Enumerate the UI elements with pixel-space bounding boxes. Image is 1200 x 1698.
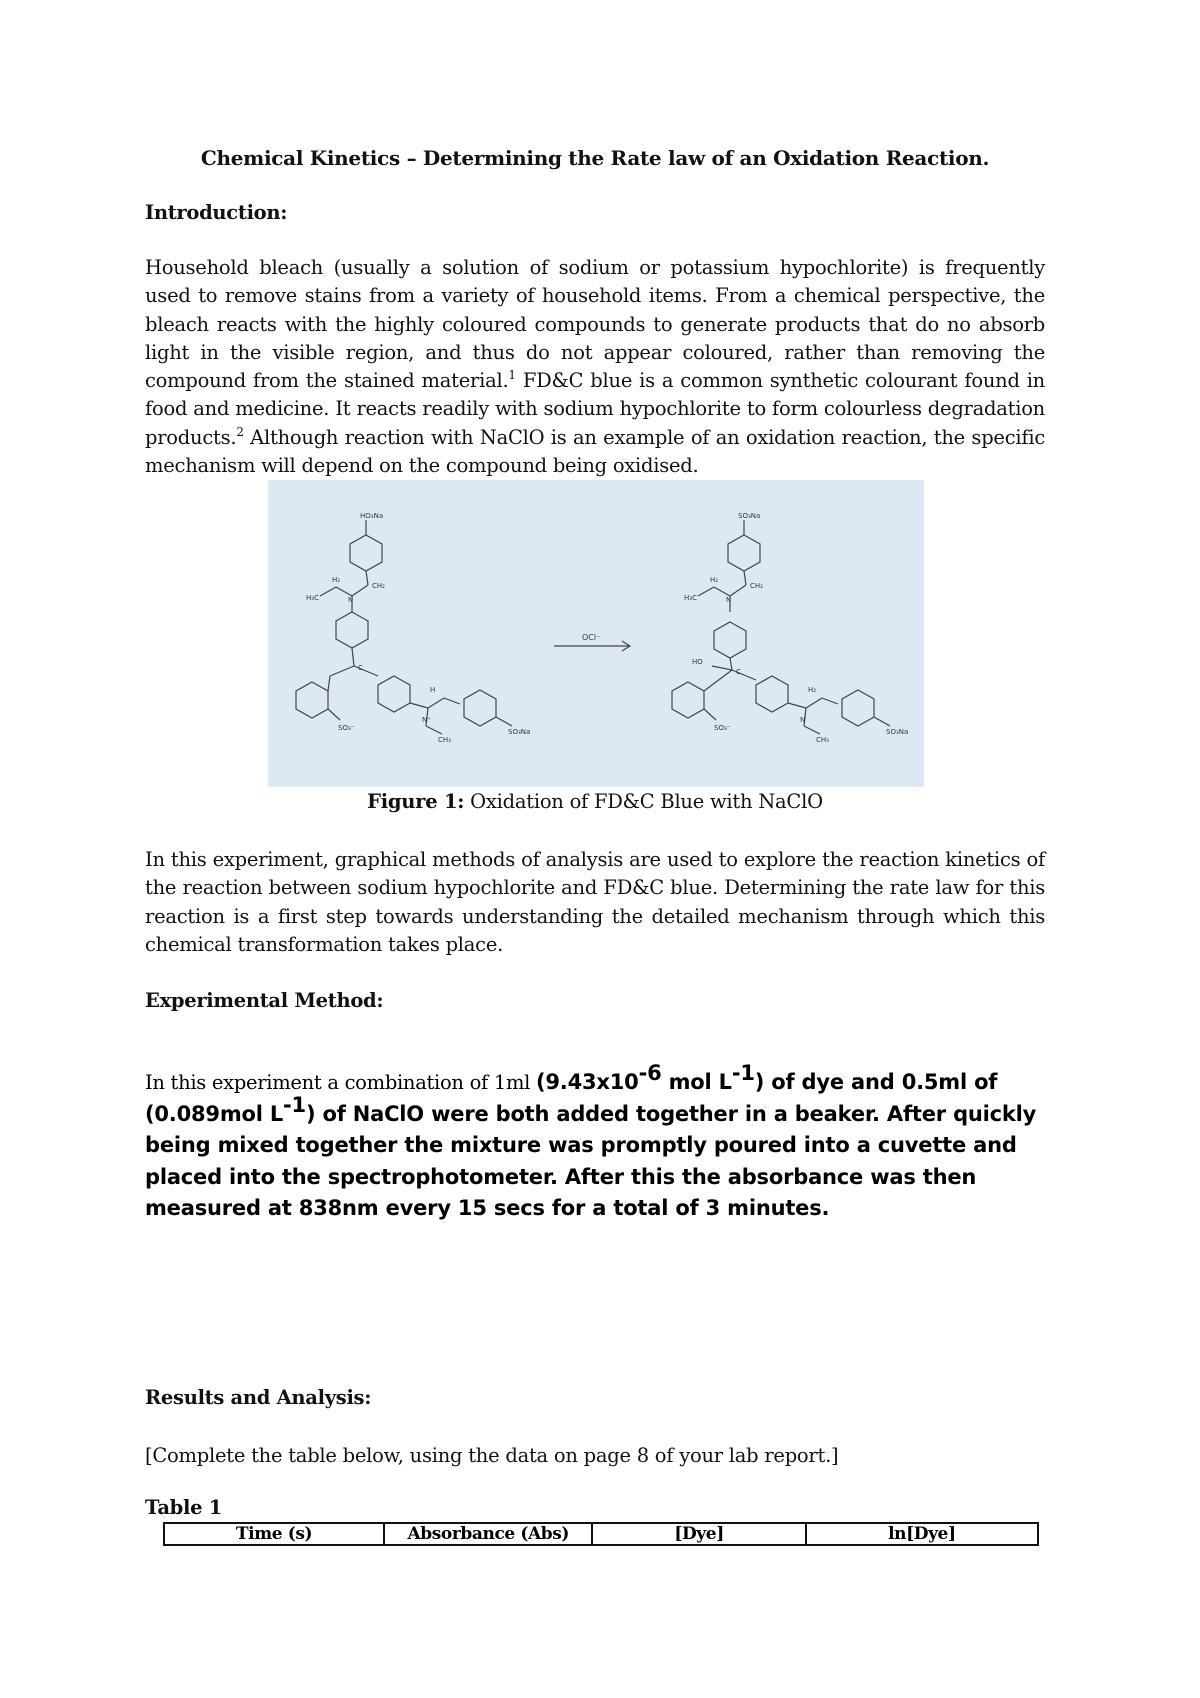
right-label-ch2: CH₂	[750, 582, 763, 590]
right-label-so3na: SO₃Na	[886, 728, 909, 736]
right-middle-benzene-ring	[714, 622, 746, 658]
reagent-label: OCl⁻	[582, 633, 601, 642]
left-label-ch3: CH₃	[438, 736, 451, 744]
left-label-so3: SO₃⁻	[338, 724, 355, 732]
right-label-top: SO₃Na	[738, 512, 761, 520]
right-label-n: N	[726, 596, 732, 604]
left-right-benzene-ring	[378, 676, 410, 712]
figure-caption-text: Oxidation of FD&C Blue with NaClO	[464, 790, 823, 813]
column-header-time: Time (s)	[164, 1523, 384, 1545]
reference-2: 2	[236, 424, 244, 439]
table-label: Table 1	[145, 1496, 222, 1519]
left-label-h2: H₂	[332, 576, 341, 584]
left-label-c: C	[358, 664, 363, 672]
reaction-scheme-drawing	[268, 480, 924, 787]
document-title: Chemical Kinetics – Determining the Rate law of an Oxidation Reaction.	[200, 146, 990, 170]
method-heading: Experimental Method:	[145, 989, 384, 1012]
results-table	[163, 1522, 1039, 1546]
method-sup-2: -1	[731, 1061, 755, 1085]
column-header-dye: [Dye]	[592, 1523, 805, 1545]
right-top-benzene-ring	[728, 535, 760, 571]
method-text-3: mol L	[661, 1070, 732, 1094]
left-label-nplus: N⁺	[422, 716, 431, 724]
left-top-benzene-ring	[350, 535, 382, 571]
left-label-h: H	[430, 686, 436, 694]
right-label-h2b: H₂	[808, 686, 817, 694]
left-label-h3c: H₃C	[306, 594, 319, 602]
left-bottom-benzene-ring	[296, 682, 328, 718]
right-bottom-benzene-ring	[672, 682, 704, 718]
method-paragraph	[145, 1061, 1055, 1226]
method-text-5: ) of NaClO were both added together in a beaker. After quickly being mixed together the mixture was promptly poured into a cuvette and placed into the spectrophotometer. After this the absorbance was then measured at 838nm every 15 secs for a total of 3 minutes.	[145, 1101, 1037, 1220]
right-label-n2: N	[800, 716, 806, 724]
method-text-2: (9.43x10	[535, 1070, 639, 1094]
results-heading: Results and Analysis:	[145, 1386, 372, 1409]
column-header-absorbance: Absorbance (Abs)	[384, 1523, 592, 1545]
table-header-row	[164, 1523, 1038, 1545]
intro-text-part-1: Household bleach (usually a solution of sodium or potassium hypochlorite) is frequently used to remove stains from a variety of household items. From a chemical perspective, the bleach reacts with the highly coloured compounds to generate products that do no absorb light in the visible region, and thus do not appear coloured, rather than removing the compound from the stained material.	[145, 256, 1045, 393]
results-instruction: [Complete the table below, using the data on page 8 of your lab report.]	[145, 1444, 839, 1467]
method-text-4: ) of dye and 0.5ml of (0.089mol L	[145, 1070, 998, 1126]
reaction-figure	[268, 480, 924, 787]
left-label-ch2: CH₂	[372, 582, 385, 590]
intro-text-part-2: FD&C blue is a common synthetic colourant found in food and medicine. It reacts readily with sodium hypochlorite to form colourless degradation products.	[145, 369, 1045, 449]
right-far-right-benzene-ring	[842, 690, 874, 726]
column-header-ln-dye: ln[Dye]	[806, 1523, 1038, 1545]
left-middle-benzene-ring	[336, 612, 368, 648]
right-right-benzene-ring	[756, 676, 788, 712]
right-label-ch3: CH₃	[816, 736, 829, 744]
intro-text-part-3: Although reaction with NaClO is an example of an oxidation reaction, the specific mechanism will depend on the compound being oxidised.	[145, 425, 1045, 478]
left-label-n: N	[348, 596, 354, 604]
right-label-so3: SO₃⁻	[714, 724, 731, 732]
right-label-h3c: H₃C	[684, 594, 697, 602]
method-text-1: In this experiment a combination of 1ml	[145, 1071, 536, 1094]
left-label-top: HO₃Na	[360, 512, 384, 520]
method-sup-1: -6	[638, 1061, 662, 1085]
right-label-c: C	[736, 668, 741, 676]
method-sup-3: -1	[283, 1092, 306, 1117]
intro-second-paragraph: In this experiment, graphical methods of analysis are used to explore the reaction kinetics of the reaction between sodium hypochlorite and FD&C blue. Determining the rate law for this reaction is a first step towards understanding the detailed mechanism through which this chemical transformation takes place.	[145, 848, 1045, 956]
reference-1: 1	[508, 368, 516, 383]
right-label-h2: H₂	[710, 576, 719, 584]
introduction-paragraph	[145, 254, 1045, 480]
left-label-so3na: SO₃Na	[508, 728, 531, 736]
introduction-heading: Introduction:	[145, 201, 288, 224]
figure-caption-label: Figure 1:	[367, 790, 465, 813]
left-far-right-benzene-ring	[464, 690, 496, 726]
figure-caption	[145, 790, 1045, 813]
right-label-ho: HO	[692, 658, 703, 666]
